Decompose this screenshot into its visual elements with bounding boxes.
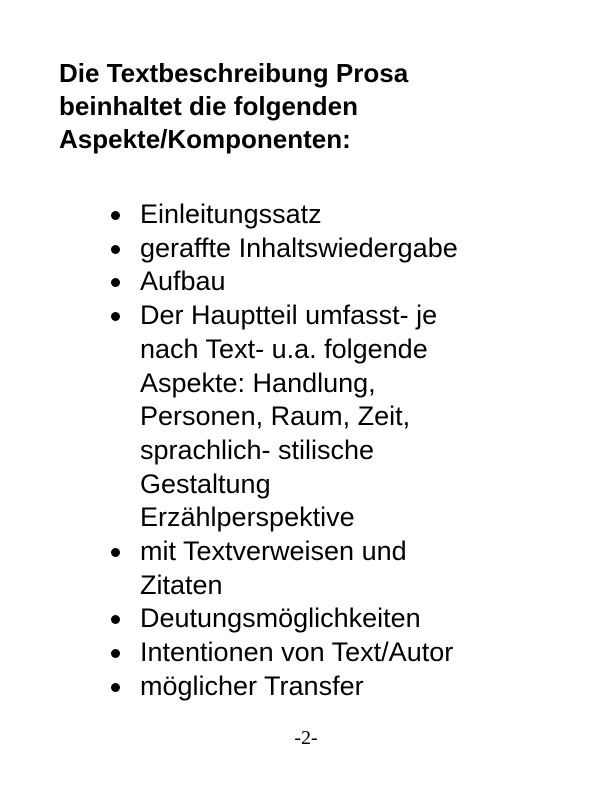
- list-item-text: Zitaten: [140, 569, 223, 600]
- list-item-text: Der Hauptteil umfasst- je: [140, 300, 438, 331]
- list-item-text: Aspekte: Handlung,: [140, 367, 376, 398]
- list-item: [106, 602, 586, 636]
- list-item-text: sprachlich- stilische: [140, 434, 375, 465]
- list-item: [106, 670, 586, 704]
- list-item-text: nach Text- u.a. folgende: [140, 333, 428, 364]
- bullet-icon: [111, 211, 120, 220]
- list-item-text: mit Textverweisen und: [140, 536, 407, 567]
- list-item: [106, 636, 586, 670]
- list-item-text: Intentionen von Text/Autor: [140, 637, 454, 668]
- bullet-icon: [111, 683, 120, 692]
- list-item-text: Einleitungssatz: [140, 199, 322, 229]
- list-item-text: Deutungsmöglichkeiten: [140, 603, 421, 634]
- heading-line: Die Textbeschreibung Prosa: [59, 58, 409, 88]
- bullet-icon: [111, 278, 120, 287]
- bullet-icon: [111, 615, 120, 624]
- list-item: [106, 198, 586, 232]
- list-item-text: Personen, Raum, Zeit,: [140, 401, 411, 432]
- aspect-list: [106, 198, 586, 704]
- list-item: [106, 265, 586, 299]
- bullet-icon: [111, 548, 120, 557]
- list-item: [106, 299, 586, 535]
- bullet-icon: [111, 245, 120, 254]
- list-item-text: Gestaltung: [140, 468, 271, 499]
- list-item-text: geraffte Inhaltswiedergabe: [140, 232, 458, 263]
- list-item-text: Aufbau: [140, 266, 226, 297]
- list-item-text: möglicher Transfer: [140, 670, 364, 701]
- list-item-text: Erzählperspektive: [140, 502, 355, 533]
- list-item: [106, 535, 586, 602]
- bullet-icon: [111, 312, 120, 321]
- heading-line: Aspekte/Komponenten:: [59, 124, 351, 154]
- heading-line: beinhaltet die folgenden: [59, 91, 359, 121]
- page-number: -2-: [294, 727, 318, 749]
- page-heading: [59, 57, 579, 156]
- bullet-icon: [111, 649, 120, 658]
- list-item: [106, 232, 586, 266]
